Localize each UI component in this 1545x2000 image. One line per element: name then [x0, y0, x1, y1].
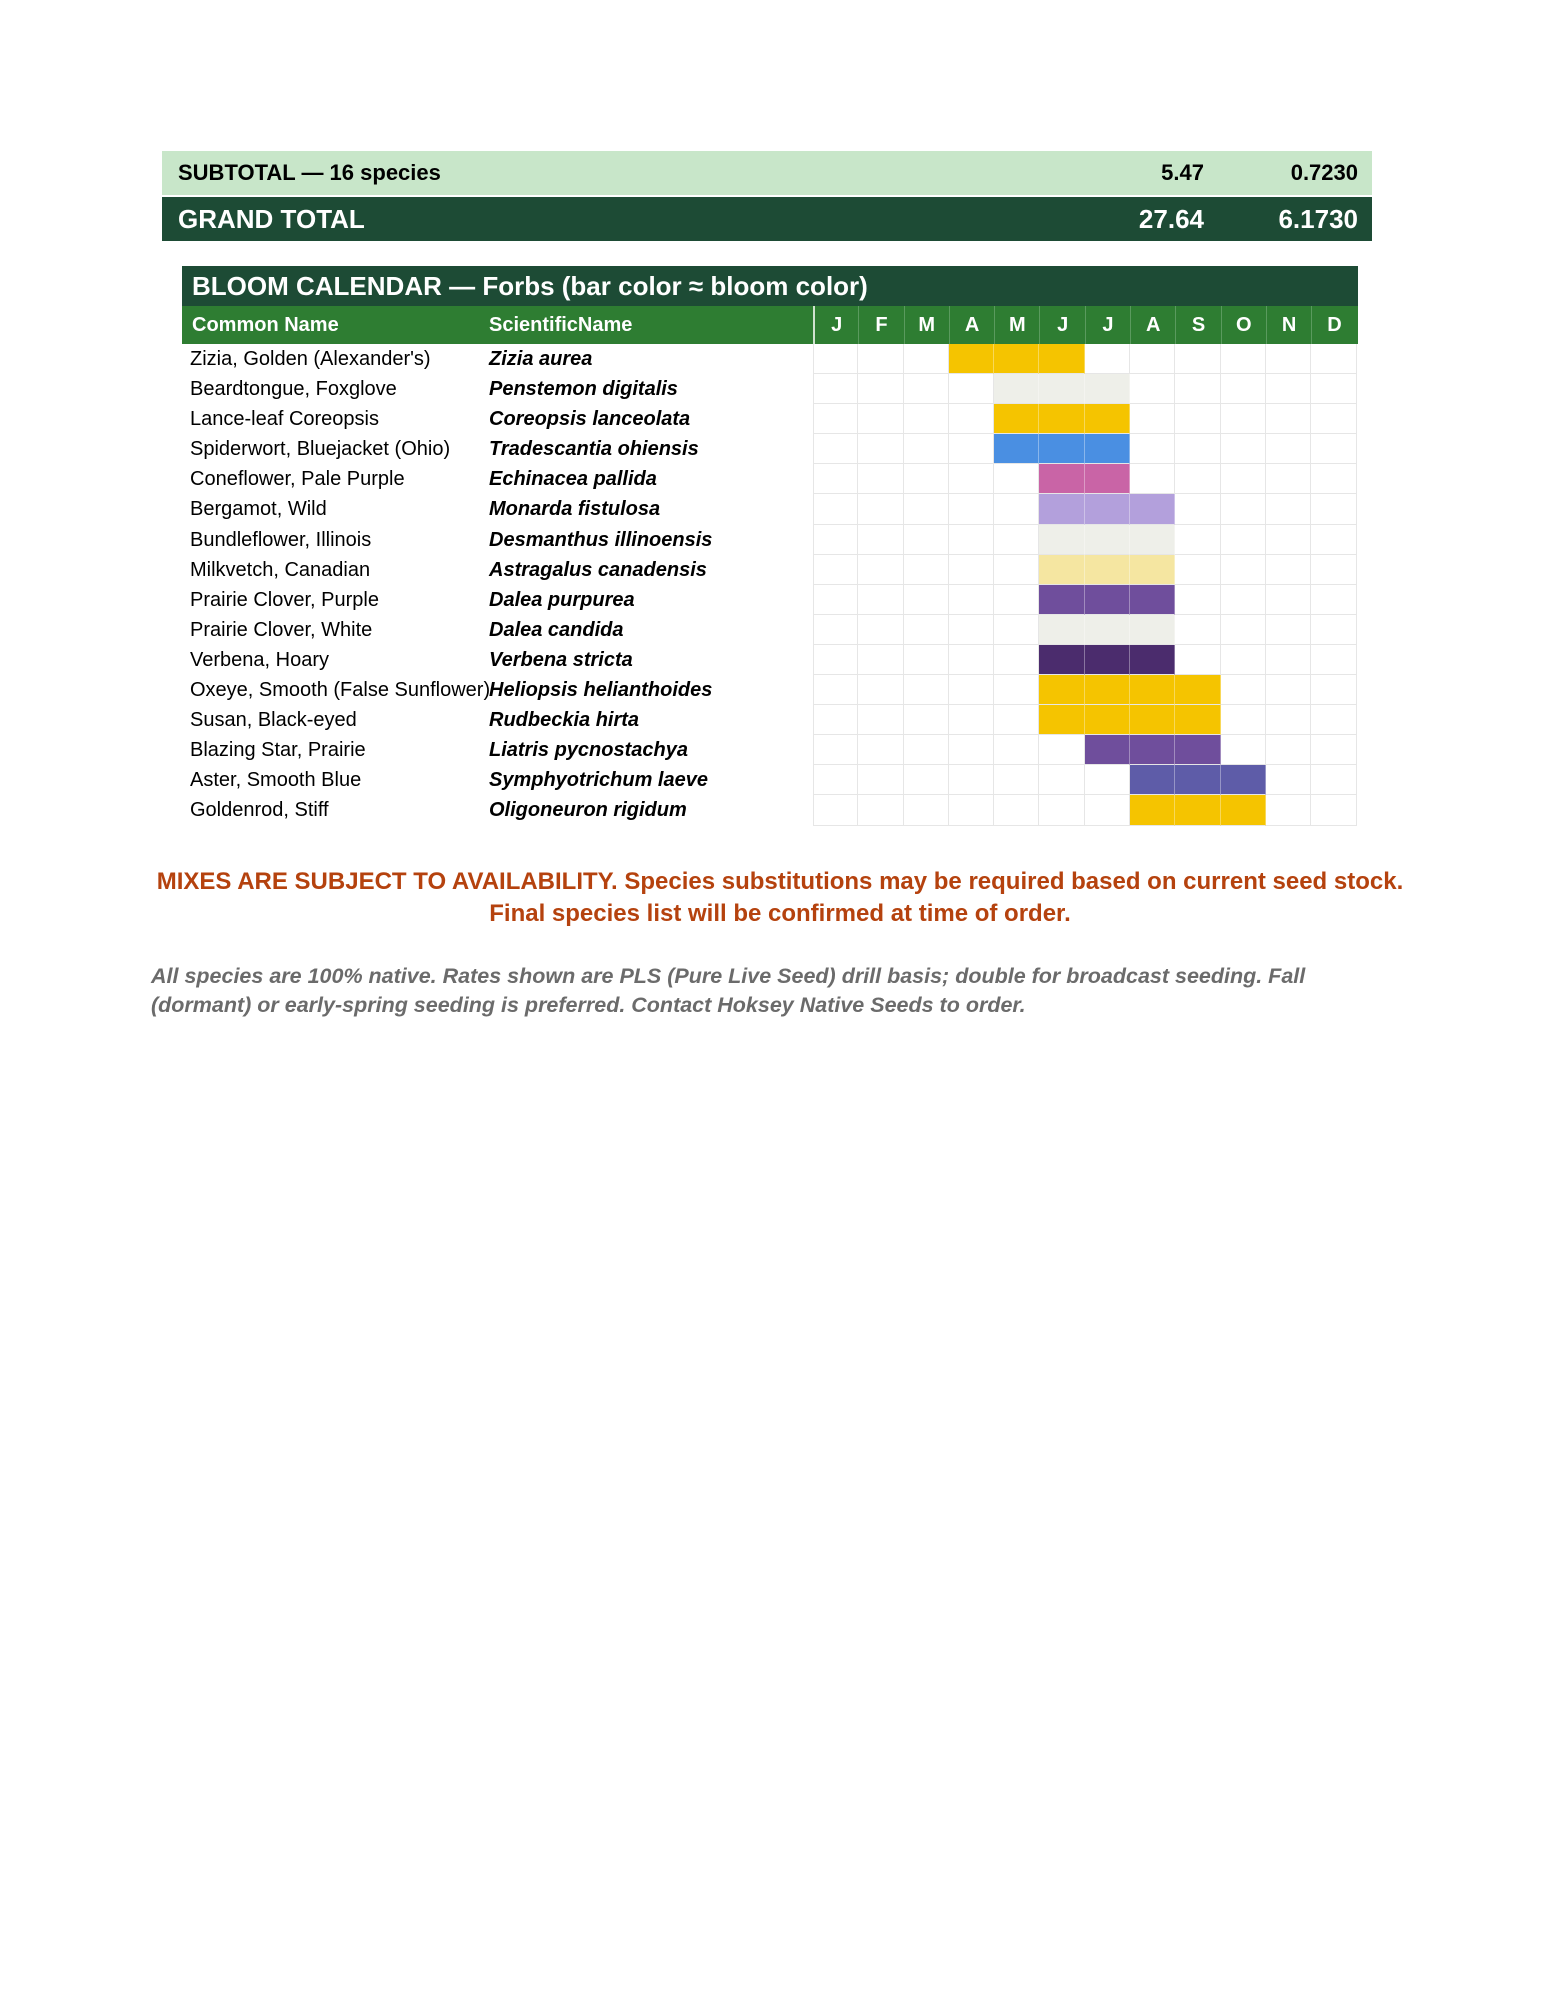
month-cell — [1221, 735, 1266, 765]
month-cell — [904, 585, 949, 615]
species-row — [182, 675, 1358, 705]
common-name: Aster, Smooth Blue — [190, 769, 362, 792]
species-row — [182, 434, 1358, 464]
month-cell — [949, 434, 994, 464]
species-row — [182, 555, 1358, 585]
bloom-month-grid — [813, 645, 1357, 675]
month-cell — [1130, 464, 1175, 494]
month-cell — [813, 374, 858, 404]
column-header-common-name: Common Name — [192, 314, 339, 336]
month-cell — [904, 404, 949, 434]
month-cell — [904, 705, 949, 735]
month-cell — [1311, 464, 1356, 494]
month-headers — [813, 306, 1357, 344]
month-cell — [994, 645, 1039, 675]
species-row — [182, 795, 1358, 825]
scientific-name: Symphyotrichum laeve — [489, 769, 708, 792]
month-cell — [1221, 344, 1266, 374]
month-cell — [1311, 374, 1356, 404]
month-cell — [1085, 765, 1130, 795]
bloom-bar-cell — [1039, 525, 1084, 555]
bloom-month-grid — [813, 705, 1357, 735]
month-cell — [858, 374, 903, 404]
month-cell — [1175, 374, 1220, 404]
month-cell — [1311, 675, 1356, 705]
scientific-name: Desmanthus illinoensis — [489, 528, 713, 551]
month-cell — [858, 645, 903, 675]
scientific-name: Verbena stricta — [489, 648, 633, 671]
bloom-bar-cell — [1175, 795, 1220, 825]
common-name: Prairie Clover, White — [190, 618, 373, 641]
month-cell — [1266, 434, 1311, 464]
month-cell — [858, 735, 903, 765]
grand-total-value-2: 6.1730 — [1278, 203, 1358, 234]
bloom-bar-cell — [1085, 585, 1130, 615]
month-cell — [1175, 555, 1220, 585]
availability-notice: MIXES ARE SUBJECT TO AVAILABILITY. Species substitutions may be required based on current seed stock. Final species list will be confirmed at time of order. — [156, 868, 1404, 927]
month-cell — [813, 615, 858, 645]
bloom-bar-cell — [1085, 735, 1130, 765]
common-name: Zizia, Golden (Alexander's) — [190, 348, 431, 370]
common-name: Goldenrod, Stiff — [190, 799, 329, 822]
month-cell — [1175, 404, 1220, 434]
month-cell — [949, 555, 994, 585]
month-header: A — [949, 306, 994, 344]
month-cell — [858, 464, 903, 494]
bloom-bar-cell — [1175, 705, 1220, 735]
scientific-name: Oligoneuron rigidum — [489, 799, 687, 822]
bloom-bar-cell — [1039, 344, 1084, 374]
grand-total-row — [162, 197, 1372, 241]
month-cell — [1311, 735, 1356, 765]
month-cell — [994, 705, 1039, 735]
bloom-bar-cell — [1085, 374, 1130, 404]
month-cell — [904, 735, 949, 765]
month-cell — [904, 464, 949, 494]
month-cell — [858, 404, 903, 434]
month-header: N — [1266, 306, 1311, 344]
month-cell — [813, 404, 858, 434]
bloom-month-grid — [813, 434, 1357, 464]
month-cell — [813, 555, 858, 585]
month-cell — [858, 765, 903, 795]
species-row — [182, 765, 1358, 795]
bloom-month-grid — [813, 404, 1357, 434]
month-cell — [1221, 464, 1266, 494]
bloom-bar-cell — [1039, 615, 1084, 645]
bloom-bar-cell — [1130, 615, 1175, 645]
bloom-month-grid — [813, 585, 1357, 615]
scientific-name: Echinacea pallida — [489, 468, 657, 491]
month-cell — [813, 675, 858, 705]
month-cell — [813, 434, 858, 464]
bloom-bar-cell — [1085, 525, 1130, 555]
seeding-footnote: All species are 100% native. Rates shown are PLS (Pure Live Seed) drill basis; double for broadcast seeding. Fall (dormant) or early-spring seeding is preferred. Contact Hoksey Native Seeds to order. — [151, 964, 1306, 1017]
common-name: Susan, Black-eyed — [190, 709, 357, 732]
month-cell — [1266, 555, 1311, 585]
month-cell — [813, 645, 858, 675]
month-cell — [1039, 735, 1084, 765]
month-header: D — [1311, 306, 1356, 344]
month-cell — [813, 344, 858, 374]
bloom-bar-cell — [994, 344, 1039, 374]
month-cell — [994, 585, 1039, 615]
month-cell — [1266, 585, 1311, 615]
scientific-name: Monarda fistulosa — [489, 498, 661, 521]
month-cell — [1130, 344, 1175, 374]
month-cell — [858, 705, 903, 735]
bloom-bar-cell — [1221, 795, 1266, 825]
month-cell — [904, 344, 949, 374]
month-cell — [1130, 404, 1175, 434]
month-cell — [858, 344, 903, 374]
month-cell — [1221, 705, 1266, 735]
month-cell — [1311, 525, 1356, 555]
month-cell — [1311, 404, 1356, 434]
month-cell — [994, 494, 1039, 524]
month-cell — [904, 675, 949, 705]
scientific-name: Heliopsis helianthoides — [489, 679, 713, 702]
month-header: O — [1221, 306, 1266, 344]
month-cell — [1221, 615, 1266, 645]
month-cell — [949, 765, 994, 795]
bloom-bar-cell — [1039, 404, 1084, 434]
common-name: Oxeye, Smooth (False Sunflower) — [190, 679, 491, 702]
month-cell — [994, 735, 1039, 765]
bloom-bar-cell — [1039, 645, 1084, 675]
bloom-bar-cell — [1039, 494, 1084, 524]
bloom-bar-cell — [1039, 675, 1084, 705]
scientific-name: Penstemon digitalis — [489, 378, 678, 401]
month-cell — [1311, 765, 1356, 795]
month-cell — [1266, 344, 1311, 374]
bloom-bar-cell — [1039, 434, 1084, 464]
bloom-bar-cell — [994, 374, 1039, 404]
month-cell — [1221, 555, 1266, 585]
species-row — [182, 344, 1358, 374]
month-cell — [949, 795, 994, 825]
month-cell — [1311, 585, 1356, 615]
month-cell — [1266, 735, 1311, 765]
month-cell — [949, 374, 994, 404]
month-cell — [994, 795, 1039, 825]
subtotal-label: SUBTOTAL — 16 species — [178, 160, 441, 185]
grand-total-label: GRAND TOTAL — [178, 203, 365, 234]
bloom-bar-cell — [1039, 464, 1084, 494]
bloom-bar-cell — [1085, 705, 1130, 735]
month-cell — [858, 434, 903, 464]
month-cell — [904, 434, 949, 464]
month-header: J — [813, 306, 858, 344]
month-cell — [904, 645, 949, 675]
month-cell — [813, 765, 858, 795]
bloom-bar-cell — [1039, 705, 1084, 735]
month-cell — [1175, 434, 1220, 464]
species-row — [182, 494, 1358, 524]
bloom-bar-cell — [994, 434, 1039, 464]
bloom-bar-cell — [1175, 765, 1220, 795]
month-cell — [858, 675, 903, 705]
month-cell — [1311, 795, 1356, 825]
bloom-month-grid — [813, 675, 1357, 705]
common-name: Coneflower, Pale Purple — [190, 468, 405, 491]
scientific-name: Tradescantia ohiensis — [489, 438, 699, 461]
bloom-bar-cell — [1085, 675, 1130, 705]
month-cell — [813, 525, 858, 555]
month-cell — [949, 615, 994, 645]
month-cell — [949, 494, 994, 524]
common-name: Milkvetch, Canadian — [190, 558, 371, 581]
species-row — [182, 464, 1358, 494]
common-name: Bergamot, Wild — [190, 498, 327, 521]
month-cell — [949, 735, 994, 765]
bloom-calendar — [182, 266, 1358, 826]
bloom-bar-cell — [1130, 675, 1175, 705]
month-header: M — [994, 306, 1039, 344]
month-cell — [1175, 615, 1220, 645]
bloom-bar-cell — [1085, 645, 1130, 675]
common-name: Verbena, Hoary — [190, 648, 329, 671]
month-header: M — [904, 306, 949, 344]
month-cell — [949, 525, 994, 555]
month-cell — [813, 464, 858, 494]
month-cell — [1311, 494, 1356, 524]
month-cell — [949, 675, 994, 705]
bloom-calendar-rows — [182, 344, 1358, 826]
month-cell — [1175, 585, 1220, 615]
month-cell — [1311, 645, 1356, 675]
month-cell — [904, 525, 949, 555]
month-cell — [858, 615, 903, 645]
month-cell — [1266, 795, 1311, 825]
month-cell — [1130, 374, 1175, 404]
month-cell — [949, 645, 994, 675]
bloom-bar-cell — [1085, 404, 1130, 434]
month-cell — [1221, 374, 1266, 404]
species-row — [182, 735, 1358, 765]
totals-section — [162, 151, 1372, 241]
bloom-bar-cell — [1130, 525, 1175, 555]
month-header: S — [1175, 306, 1220, 344]
month-cell — [1266, 374, 1311, 404]
month-cell — [1266, 615, 1311, 645]
month-cell — [858, 525, 903, 555]
month-cell — [1266, 404, 1311, 434]
common-name: Beardtongue, Foxglove — [190, 378, 397, 401]
species-row — [182, 615, 1358, 645]
bloom-bar-cell — [1039, 585, 1084, 615]
bloom-bar-cell — [1130, 735, 1175, 765]
month-cell — [1130, 434, 1175, 464]
bloom-calendar-title: BLOOM CALENDAR — Forbs (bar color ≈ bloom color) — [182, 266, 1358, 306]
month-cell — [994, 464, 1039, 494]
month-cell — [1311, 434, 1356, 464]
subtotal-value-2: 0.7230 — [1290, 160, 1358, 185]
month-cell — [1311, 344, 1356, 374]
month-cell — [1221, 494, 1266, 524]
month-cell — [1266, 494, 1311, 524]
month-cell — [858, 555, 903, 585]
month-cell — [1175, 525, 1220, 555]
month-cell — [1175, 645, 1220, 675]
bloom-month-grid — [813, 464, 1357, 494]
month-cell — [1266, 675, 1311, 705]
scientific-name: Astragalus canadensis — [489, 558, 707, 581]
month-cell — [1221, 675, 1266, 705]
common-name: Prairie Clover, Purple — [190, 588, 379, 611]
bloom-bar-cell — [1039, 555, 1084, 585]
bloom-bar-cell — [994, 404, 1039, 434]
month-cell — [813, 735, 858, 765]
bloom-bar-cell — [1130, 585, 1175, 615]
month-cell — [1266, 464, 1311, 494]
month-cell — [994, 765, 1039, 795]
bloom-month-grid — [813, 374, 1357, 404]
month-cell — [904, 374, 949, 404]
bloom-bar-cell — [1130, 705, 1175, 735]
month-cell — [858, 585, 903, 615]
month-cell — [1311, 705, 1356, 735]
month-cell — [994, 675, 1039, 705]
month-cell — [1221, 434, 1266, 464]
month-cell — [858, 795, 903, 825]
month-cell — [904, 795, 949, 825]
month-cell — [1039, 765, 1084, 795]
bloom-bar-cell — [1130, 555, 1175, 585]
month-cell — [949, 585, 994, 615]
month-cell — [1311, 615, 1356, 645]
scientific-name: Dalea candida — [489, 618, 624, 641]
bloom-bar-cell — [1175, 675, 1220, 705]
month-cell — [904, 494, 949, 524]
species-row — [182, 645, 1358, 675]
common-name: Spiderwort, Bluejacket (Ohio) — [190, 438, 451, 461]
subtotal-row — [162, 151, 1372, 195]
bloom-bar-cell — [1130, 765, 1175, 795]
month-cell — [949, 404, 994, 434]
month-cell — [813, 494, 858, 524]
scientific-name: Zizia aurea — [489, 348, 593, 370]
bloom-month-grid — [813, 555, 1357, 585]
bloom-month-grid — [813, 525, 1357, 555]
bloom-bar-cell — [1085, 434, 1130, 464]
month-cell — [1311, 555, 1356, 585]
month-cell — [949, 705, 994, 735]
bloom-bar-cell — [1130, 494, 1175, 524]
month-cell — [904, 765, 949, 795]
month-cell — [1221, 585, 1266, 615]
bloom-bar-cell — [1085, 464, 1130, 494]
species-row — [182, 525, 1358, 555]
bloom-month-grid — [813, 735, 1357, 765]
month-cell — [994, 615, 1039, 645]
month-cell — [1266, 705, 1311, 735]
month-header: J — [1039, 306, 1084, 344]
species-row — [182, 374, 1358, 404]
month-cell — [813, 705, 858, 735]
month-header: A — [1130, 306, 1175, 344]
scientific-name: Liatris pycnostachya — [489, 739, 688, 762]
month-cell — [1175, 494, 1220, 524]
bloom-month-grid — [813, 795, 1357, 825]
subtotal-value-1: 5.47 — [1161, 160, 1204, 185]
species-row — [182, 585, 1358, 615]
bloom-bar-cell — [1085, 494, 1130, 524]
common-name: Lance-leaf Coreopsis — [190, 408, 379, 431]
month-header: F — [858, 306, 903, 344]
bloom-calendar-header — [182, 306, 1358, 344]
bloom-bar-cell — [1085, 555, 1130, 585]
month-cell — [1221, 404, 1266, 434]
month-cell — [1266, 645, 1311, 675]
month-cell — [1175, 344, 1220, 374]
month-cell — [904, 555, 949, 585]
month-cell — [813, 795, 858, 825]
month-cell — [1085, 795, 1130, 825]
species-row — [182, 404, 1358, 434]
bloom-month-grid — [813, 344, 1357, 374]
scientific-name: Rudbeckia hirta — [489, 709, 640, 732]
month-cell — [1266, 765, 1311, 795]
bloom-month-grid — [813, 765, 1357, 795]
month-cell — [949, 464, 994, 494]
bloom-bar-cell — [1130, 645, 1175, 675]
common-name: Blazing Star, Prairie — [190, 739, 366, 762]
grand-total-value-1: 27.64 — [1138, 203, 1204, 234]
bloom-month-grid — [813, 615, 1357, 645]
bloom-bar-cell — [1130, 795, 1175, 825]
species-row — [182, 705, 1358, 735]
month-cell — [1221, 525, 1266, 555]
month-cell — [1039, 795, 1084, 825]
bloom-bar-cell — [949, 344, 994, 374]
scientific-name: Coreopsis lanceolata — [489, 408, 691, 431]
month-cell — [1221, 645, 1266, 675]
month-cell — [813, 585, 858, 615]
month-cell — [994, 555, 1039, 585]
bloom-bar-cell — [1221, 765, 1266, 795]
month-cell — [1175, 464, 1220, 494]
bloom-bar-cell — [1175, 735, 1220, 765]
month-cell — [1085, 344, 1130, 374]
month-cell — [994, 525, 1039, 555]
bloom-bar-cell — [1039, 374, 1084, 404]
month-cell — [1266, 525, 1311, 555]
month-header: J — [1085, 306, 1130, 344]
month-cell — [904, 615, 949, 645]
common-name: Bundleflower, Illinois — [190, 528, 372, 551]
column-header-scientific-name: ScientificName — [489, 314, 633, 336]
scientific-name: Dalea purpurea — [489, 588, 635, 611]
month-cell — [858, 494, 903, 524]
bloom-bar-cell — [1085, 615, 1130, 645]
bloom-month-grid — [813, 494, 1357, 524]
